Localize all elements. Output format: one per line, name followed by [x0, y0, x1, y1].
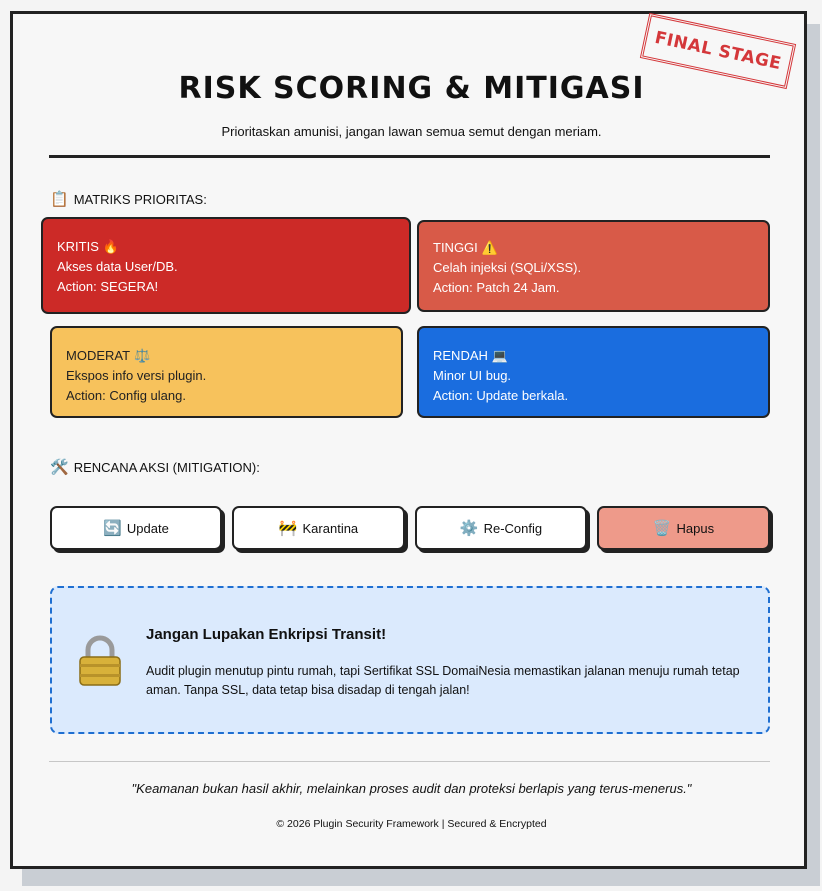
ssl-notice	[50, 586, 770, 734]
risk-action: Action: Update berkala.	[433, 388, 569, 403]
fire-icon: 🔥	[102, 239, 120, 254]
tools-icon: 🛠️	[50, 459, 69, 476]
risk-card-tinggi	[417, 220, 770, 312]
risk-level: RENDAH	[433, 348, 488, 363]
risk-level: KRITIS	[57, 239, 99, 254]
risk-level: TINGGI	[433, 240, 478, 255]
monitor-icon: 💻	[491, 348, 509, 363]
risk-card-moderat	[50, 326, 403, 418]
lock-icon	[78, 634, 122, 686]
notice-body	[146, 662, 746, 700]
notice-body-after: memastikan jalanan menuju rumah tetap aman. Tanpa SSL, data tetap bisa disadap di tengah jalan!	[146, 664, 740, 697]
page-title: RISK SCORING & MITIGASI	[178, 71, 645, 106]
trash-icon: 🗑️	[652, 520, 672, 537]
clipboard-icon: 📋	[50, 191, 69, 208]
matrix-section-label	[50, 190, 207, 208]
refresh-icon: 🔄	[103, 520, 122, 537]
mitigation-label-text: RENCANA AKSI (MITIGATION):	[73, 459, 260, 475]
notice-title: Jangan Lupakan Enkripsi Transit!	[146, 626, 387, 643]
update-button[interactable]	[50, 506, 222, 550]
risk-description: Celah injeksi (SQLi/XSS).	[433, 260, 582, 275]
page-subtitle: Prioritaskan amunisi, jangan lawan semua semut dengan meriam.	[221, 124, 602, 139]
hapus-button[interactable]	[597, 506, 770, 550]
risk-card-kritis	[41, 217, 411, 314]
footer-divider	[49, 761, 770, 762]
risk-description: Ekspos info versi plugin.	[66, 368, 207, 383]
notice-body-before: Audit plugin menutup pintu rumah, tapi	[146, 664, 364, 678]
warning-icon: ⚠️	[481, 240, 498, 255]
update-button-label: Update	[126, 520, 169, 536]
risk-action: Action: Config ulang.	[66, 388, 186, 403]
risk-action: Action: SEGERA!	[57, 279, 159, 294]
copyright-footer: © 2026 Plugin Security Framework | Secured & Encrypted	[276, 818, 547, 830]
gear-icon: ⚙️	[459, 520, 479, 537]
balance-scale-icon: ⚖️	[134, 348, 151, 363]
reconfig-button[interactable]	[415, 506, 587, 550]
risk-card-rendah	[417, 326, 770, 418]
ssl-link[interactable]: Sertifikat SSL DomaiNesia	[363, 664, 511, 678]
final-stage-stamp: FINAL STAGE	[640, 13, 796, 89]
risk-description: Akses data User/DB.	[57, 259, 178, 274]
barrier-icon: 🚧	[278, 520, 298, 537]
reconfig-button-label: Re-Config	[483, 520, 543, 536]
header-divider	[49, 155, 770, 158]
matrix-label-text: MATRIKS PRIORITAS:	[73, 191, 207, 207]
karantina-button-label: Karantina	[302, 520, 359, 536]
hapus-button-label: Hapus	[676, 520, 715, 536]
footer-quote: "Keamanan bukan hasil akhir, melainkan proses audit dan proteksi berlapis yang terus-menerus."	[131, 781, 692, 796]
karantina-button[interactable]	[232, 506, 405, 550]
risk-action: Action: Patch 24 Jam.	[433, 280, 560, 295]
mitigation-section-label	[50, 458, 260, 476]
risk-level: MODERAT	[66, 348, 131, 363]
risk-description: Minor UI bug.	[433, 368, 512, 383]
main-card	[10, 11, 807, 869]
